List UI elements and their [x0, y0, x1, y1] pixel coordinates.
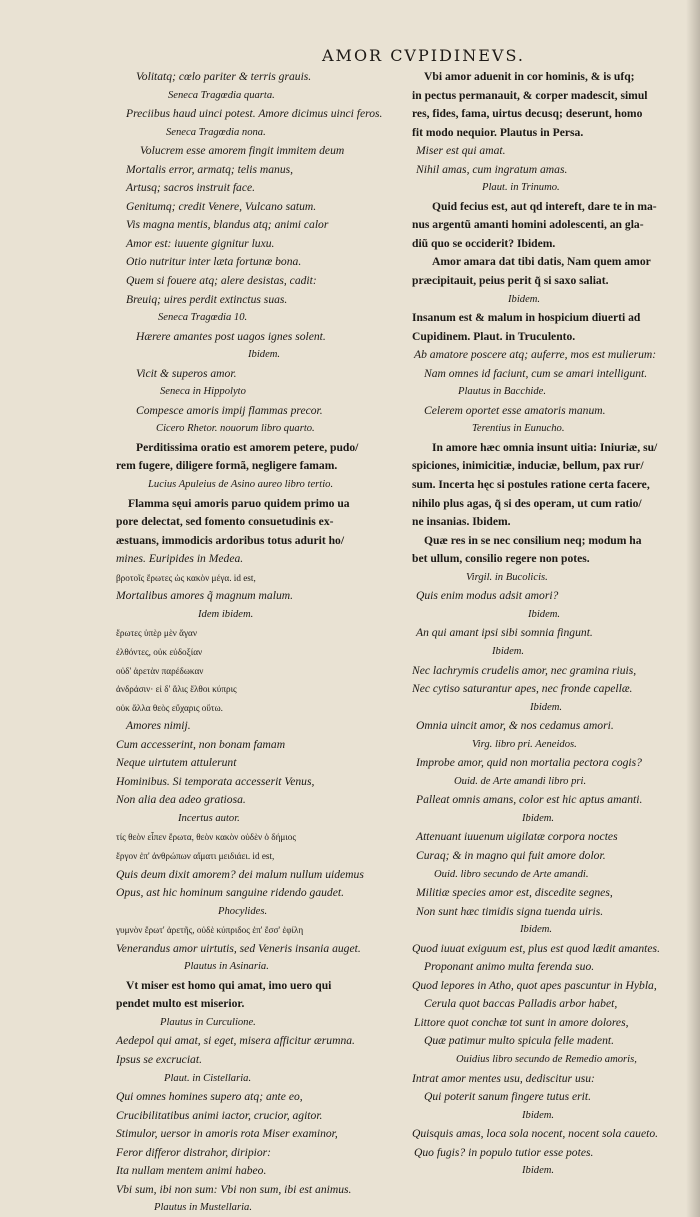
text-line: in pectus permanauit, & corper madescit, simul — [412, 88, 648, 102]
text-line: Palleat omnis amans, color est hic aptus amanti. — [416, 793, 643, 807]
text-line: Volitatq; cœlo pariter & terris grauis. — [136, 70, 312, 83]
text-line: spiciones, inimicitiæ, induciæ, bellum, pax rur/ — [412, 459, 644, 473]
text-line: Amor amara dat tibi datis, Nam quem amor — [432, 255, 651, 269]
text-line: bet ullum, consilio regere non potes. — [412, 552, 590, 566]
text-line: Nam omnes id faciunt, cum se amari intelligunt. — [424, 366, 648, 380]
text-line: Ouid. de Arte amandi libro pri. — [454, 775, 587, 787]
text-line: pendet multo est miserior. — [116, 997, 245, 1011]
text-line: Non alia dea adeo gratiosa. — [116, 793, 246, 807]
text-line: Qui poterit sanum fingere tutus erit. — [424, 1090, 592, 1104]
text-line: Plautus in Curculione. — [160, 1016, 256, 1028]
text-line: Cicero Rhetor. nouorum libro quarto. — [156, 423, 315, 435]
text-line: Plautus in Bacchide. — [458, 386, 546, 398]
text-line: Quem si fouere atq; alere desistas, cadit: — [126, 274, 317, 288]
text-line: Improbe amor, quid non mortalia pectora cogis? — [416, 756, 642, 770]
text-line: Volucrem esse amorem fingit immitem deum — [140, 144, 345, 158]
text-line: Quod iuuat exiguum est, plus est quod lædit amantes. — [412, 941, 660, 955]
text-line: præcipitauit, peius perit q̃ si saxo saliat. — [412, 274, 609, 288]
text-line: οὐκ ἄλλα θεὸς εὔχαρις οὕτω. — [116, 702, 223, 713]
text-line: Lucius Apuleius de Asino aureo libro tertio. — [148, 479, 334, 491]
text-line: Attenuant iuuenum uigilatæ corpora noctes — [416, 830, 618, 844]
text-line: Phocylides. — [218, 905, 268, 917]
text-line: Quæ res in se nec consilium neq; modum ha — [424, 533, 642, 547]
text-line: Ibidem. — [522, 812, 555, 824]
text-line: Compesce amoris impij flammas precor. — [136, 403, 323, 417]
text-line: Ibidem. — [492, 645, 525, 657]
text-line: Seneca Tragœdia nona. — [166, 126, 266, 138]
text-line: mines. Euripides in Medea. — [116, 552, 244, 566]
text-line: Breuiq; uires perdit extinctus suas. — [126, 292, 288, 306]
text-line: Ouid. libro secundo de Arte amandi. — [434, 868, 589, 880]
text-line: Seneca Tragœdia 10. — [158, 312, 248, 324]
text-line: fit modo nequior. Plautus in Persa. — [412, 125, 584, 139]
text-line: Cum accesserint, non bonam famam — [116, 737, 286, 751]
text-line: Qui omnes homines supero atq; ante eo, — [116, 1090, 303, 1104]
running-head: AMOR CVPIDINEVS. — [322, 46, 525, 65]
text-line: Insanum est & malum in hospicium diuerti ad — [412, 311, 641, 325]
text-line: Quæ patimur multo spicula felle madent. — [424, 1034, 614, 1048]
text-line: Ibidem. — [528, 608, 561, 620]
text-line: ἔρωτες ὑπὲρ μὲν ἄγαν — [116, 628, 197, 639]
text-line: Cupidinem. Plaut. in Truculento. — [412, 329, 576, 343]
text-line: Plaut. in Cistellaria. — [164, 1072, 252, 1084]
text-line: Non sunt hæc timidis signa tuenda uiris. — [416, 904, 604, 918]
text-line: Idem ibidem. — [198, 608, 254, 620]
text-line: Venerandus amor uirtutis, sed Veneris insania auget. — [116, 941, 361, 955]
text-line: Proponant animo multa ferenda suo. — [424, 960, 595, 974]
text-line: Mortalis error, armatq; telis manus, — [126, 162, 294, 176]
text-line: ἔργον ἐπ' ἀνθρώπων αἵματι μειδιάει. id est, — [116, 850, 275, 861]
text-line: Vbi amor aduenit in cor hominis, & is ufq; — [424, 70, 635, 83]
text-line: diũ quo se occiderit? Ibidem. — [412, 236, 556, 250]
text-line: Curaq; & in magno qui fuit amore dolor. — [416, 848, 606, 862]
text-line: Cerula quot baccas Palladis arbor habet, — [424, 997, 618, 1011]
text-line: Hærere amantes post uagos ignes solent. — [136, 329, 326, 343]
text-line: ne insanias. Ibidem. — [412, 515, 511, 529]
text-line: Nec cytiso saturantur apes, nec fronde capellæ. — [412, 682, 633, 696]
text-line: In amore hæc omnia insunt uitia: Iniuriæ, su/ — [432, 440, 658, 454]
text-line: Quis enim modus adsit amori? — [416, 589, 559, 603]
text-line: Seneca in Hippolyto — [160, 386, 246, 398]
text-line: An qui amant ipsi sibi somnia fingunt. — [416, 626, 593, 640]
text-line: pore delectat, sed fomento consuetudinis ex- — [116, 515, 334, 529]
text-line: Ibidem. — [522, 1165, 555, 1177]
text-line: Miser est qui amat. — [416, 144, 506, 158]
text-line: Ipsus se excruciat. — [116, 1052, 202, 1066]
text-line: Vicit & superos amor. — [136, 366, 237, 380]
text-line: Preciibus haud uinci potest. Amore dicimus uinci feros. — [126, 107, 383, 121]
text-line: γυμνὸν ἔρωτ' ἀρετῆς, οὐδὲ κύπριδος ἐπ' ἔσσ' ἐφίλη — [116, 925, 304, 936]
text-line: Virgil. in Bucolicis. — [466, 571, 548, 583]
text-line: Plautus in Mustellaria. — [154, 1202, 252, 1214]
text-line: Amores nimij. — [126, 719, 191, 733]
text-line: sum. Incerta hęc si postules ratione certa facere, — [412, 478, 650, 492]
text-line: Ouidius libro secundo de Remedio amoris, — [456, 1053, 637, 1065]
text-line: Littore quot conchæ tot sunt in amore dolores, — [414, 1015, 629, 1029]
text-line: Stimulor, uersor in amoris rota Miser examinor, — [116, 1127, 338, 1141]
text-line: Ibidem. — [522, 1109, 555, 1121]
text-line: Seneca Tragœdia quarta. — [168, 89, 275, 101]
text-line: nus argentũ amanti homini adolescenti, an gla- — [412, 218, 644, 232]
text-line: Quisquis amas, loca sola nocent, nocent sola caueto. — [412, 1127, 659, 1141]
text-line: Virg. libro pri. Aeneidos. — [472, 738, 577, 750]
text-line: Crucibilitatibus animi iactor, crucior, agitor. — [116, 1108, 323, 1122]
text-line: Hominibus. Si temporata accesserit Venus, — [116, 774, 315, 788]
text-line: Aedepol qui amat, si eget, misera afficitur ærumna. — [116, 1034, 355, 1048]
text-line: Perditissima oratio est amorem petere, pudo/ — [136, 440, 359, 454]
text-line: Amor est: iuuente gignitur luxu. — [126, 236, 275, 250]
text-line: Plautus in Asinaria. — [184, 961, 269, 973]
text-line: ἀνδράσιν· εἰ δ' ἅλις ἔλθοι κύπρις — [116, 684, 237, 695]
text-line: Nihil amas, cum ingratum amas. — [416, 162, 568, 176]
text-line: Ita nullam mentem animi habeo. — [116, 1164, 267, 1178]
text-line: Plaut. in Trinumo. — [482, 182, 560, 194]
text-line: Vis magna mentis, blandus atq; animi calor — [126, 218, 329, 232]
text-line: Feror differor distrahor, diripior: — [116, 1145, 272, 1159]
text-line: Ibidem. — [530, 701, 563, 713]
right-column — [412, 68, 694, 1181]
text-line: Ibidem. — [508, 293, 541, 305]
left-column — [108, 68, 408, 1217]
text-line: Celerem oportet esse amatoris manum. — [424, 403, 606, 417]
text-line: Genitumq; credit Venere, Vulcano satum. — [126, 199, 317, 213]
text-line: æstuans, immodicis ardoribus totus adurit ho/ — [116, 533, 345, 547]
text-line: τίς θεὸν εἶπεν ἔρωτα, θεὸν κακὸν οὐδὲν ὁ δήμιος — [116, 832, 297, 843]
text-line: Artusq; sacros instruit face. — [126, 181, 256, 195]
text-line: Quod lepores in Atho, quot apes pascuntur in Hybla, — [412, 978, 657, 992]
text-line: Vbi sum, ibi non sum: Vbi non sum, ibi est animus. — [116, 1182, 352, 1196]
text-line: Omnia uincit amor, & nos cedamus amori. — [416, 719, 614, 733]
text-line: Vt miser est homo qui amat, imo uero qui — [126, 978, 332, 992]
text-line: Nec lachrymis crudelis amor, nec gramina riuis, — [412, 663, 637, 677]
text-line: Militiæ species amor est, discedite segnes, — [416, 886, 613, 900]
text-line: Quis deum dixit amorem? dei malum nullum uidemus — [116, 867, 364, 881]
text-line: rem fugere, diligere formã, negligere famam. — [116, 459, 338, 473]
text-line: Ibidem. — [248, 349, 281, 361]
text-line: Quid fecius est, aut qd intereft, dare te in ma- — [432, 199, 657, 213]
text-line: Quo fugis? in populo tutior esse potes. — [414, 1145, 594, 1159]
text-line: Flamma sęui amoris paruo quidem primo ua — [128, 496, 350, 510]
text-line: Ibidem. — [520, 924, 553, 936]
text-line: Incertus autor. — [178, 812, 240, 824]
text-line: Otio nutritur inter læta fortunæ bona. — [126, 255, 302, 269]
text-line: nihilo plus agas, q̃ si des operam, ut cum ratio/ — [412, 496, 642, 510]
text-line: Terentius in Eunucho. — [472, 423, 565, 435]
text-line: ἐλθόντες, οὐκ εὐδοξίαν — [116, 646, 203, 657]
text-line: Intrat amor mentes usu, dediscitur usu: — [412, 1071, 595, 1085]
text-line: res, fides, fama, uirtus decusq; deserunt, homo — [412, 107, 643, 121]
text-line: Ab amatore poscere atq; auferre, mos est mulierum: — [414, 348, 657, 362]
text-line: Mortalibus amores q̃ magnum malum. — [116, 589, 294, 603]
text-line: Opus, ast hic hominum sanguine ridendo gaudet. — [116, 886, 344, 900]
text-line: βροτοῖς ἔρωτες ὡς κακὸν μέγα. id est, — [116, 572, 256, 583]
text-line: Neque uirtutem attulerunt — [116, 756, 237, 770]
text-line: οὐδ' ἀρετὰν παρέδωκαν — [116, 665, 204, 676]
